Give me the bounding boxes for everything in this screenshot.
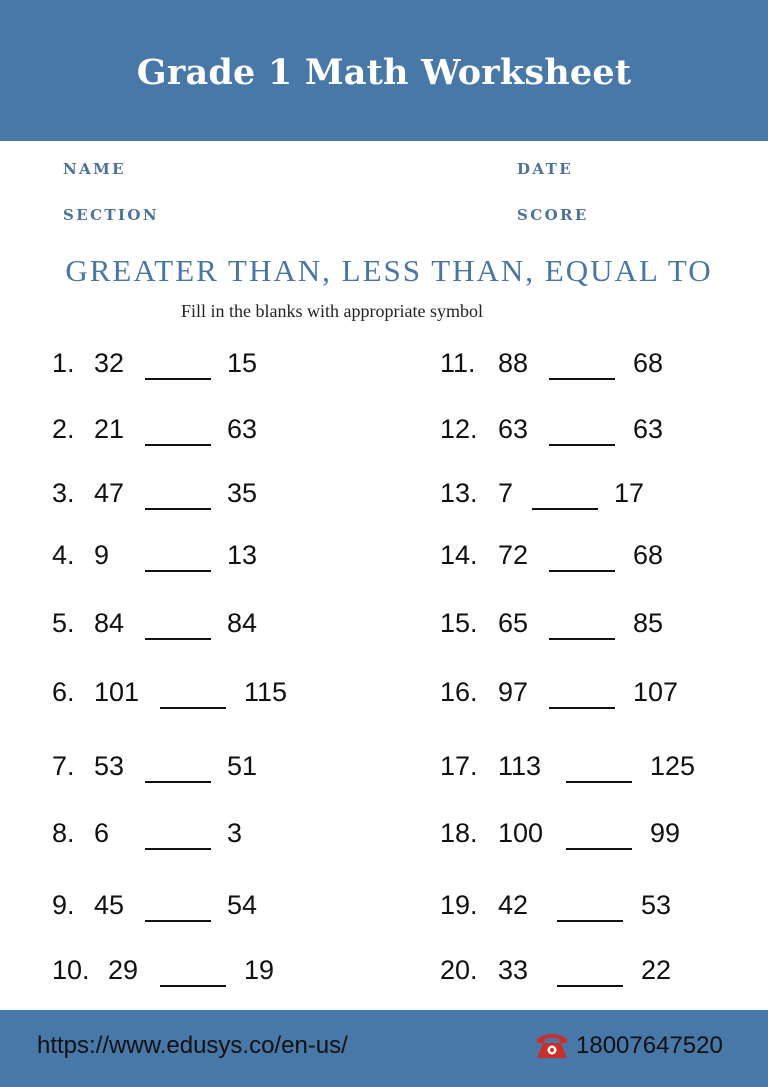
right-operand: 15 [227, 348, 258, 378]
problem-number: 10. [52, 955, 90, 985]
left-operand: 88 [498, 348, 529, 378]
right-operand: 125 [650, 751, 696, 781]
right-operand: 115 [244, 677, 288, 707]
left-operand: 45 [94, 890, 125, 920]
problem-17 [440, 751, 696, 785]
problem-number: 1. [52, 348, 75, 378]
score-field-label: SCORE [517, 206, 589, 224]
date-field-label: DATE [517, 160, 574, 178]
phone-number: 18007647520 [576, 1032, 723, 1059]
right-operand: 85 [633, 608, 664, 638]
problem-8 [52, 818, 302, 852]
problem-number: 17. [440, 751, 478, 781]
problem-number: 19. [440, 890, 478, 920]
problem-number: 9. [52, 890, 75, 920]
answer-blank[interactable] [145, 570, 211, 572]
answer-blank[interactable] [549, 444, 615, 446]
answer-blank[interactable] [549, 638, 615, 640]
problem-5 [52, 608, 302, 642]
problem-10 [52, 955, 302, 989]
problem-13 [440, 478, 690, 512]
right-operand: 99 [650, 818, 681, 848]
left-operand: 29 [108, 955, 139, 985]
problem-11 [440, 348, 690, 382]
problem-9 [52, 890, 302, 924]
header-banner [0, 0, 768, 141]
left-operand: 47 [94, 478, 125, 508]
answer-blank[interactable] [145, 920, 211, 922]
left-operand: 21 [94, 414, 125, 444]
problem-7 [52, 751, 302, 785]
left-operand: 42 [498, 890, 529, 920]
left-operand: 65 [498, 608, 529, 638]
left-operand: 7 [498, 478, 514, 508]
answer-blank[interactable] [145, 638, 211, 640]
left-operand: 33 [498, 955, 529, 985]
section-field-label: SECTION [63, 206, 159, 224]
answer-blank[interactable] [557, 920, 623, 922]
section-heading: GREATER THAN, LESS THAN, EQUAL TO [65, 253, 713, 288]
left-operand: 72 [498, 540, 529, 570]
problem-4 [52, 540, 302, 574]
right-operand: 63 [633, 414, 664, 444]
answer-blank[interactable] [549, 570, 615, 572]
answer-blank[interactable] [145, 378, 211, 380]
right-operand: 54 [227, 890, 258, 920]
right-operand: 13 [227, 540, 258, 570]
left-operand: 101 [94, 677, 140, 707]
answer-blank[interactable] [566, 848, 632, 850]
website-link[interactable]: https://www.edusys.co/en-us/ [37, 1032, 348, 1059]
right-operand: 17 [614, 478, 645, 508]
answer-blank[interactable] [557, 985, 623, 987]
left-operand: 113 [498, 751, 542, 781]
right-operand: 84 [227, 608, 258, 638]
answer-blank[interactable] [145, 508, 211, 510]
answer-blank[interactable] [532, 508, 598, 510]
problem-1 [52, 348, 302, 382]
answer-blank[interactable] [566, 781, 632, 783]
answer-blank[interactable] [549, 378, 615, 380]
problem-number: 15. [440, 608, 478, 638]
left-operand: 63 [498, 414, 529, 444]
right-operand: 68 [633, 348, 664, 378]
problem-number: 3. [52, 478, 75, 508]
answer-blank[interactable] [160, 985, 226, 987]
right-operand: 35 [227, 478, 258, 508]
left-operand: 6 [94, 818, 110, 848]
problem-number: 7. [52, 751, 75, 781]
instruction-text: Fill in the blanks with appropriate symbol [181, 301, 483, 321]
problem-3 [52, 478, 302, 512]
name-field-label: NAME [63, 160, 126, 178]
problem-number: 2. [52, 414, 75, 444]
problem-number: 12. [440, 414, 478, 444]
left-operand: 97 [498, 677, 529, 707]
right-operand: 51 [227, 751, 258, 781]
footer-banner [0, 1010, 768, 1087]
right-operand: 63 [227, 414, 258, 444]
answer-blank[interactable] [145, 444, 211, 446]
problem-14 [440, 540, 690, 574]
right-operand: 22 [641, 955, 672, 985]
problem-number: 14. [440, 540, 478, 570]
problem-20 [440, 955, 690, 989]
answer-blank[interactable] [145, 781, 211, 783]
left-operand: 9 [94, 540, 110, 570]
problem-15 [440, 608, 690, 642]
right-operand: 3 [227, 818, 243, 848]
problem-number: 6. [52, 677, 75, 707]
problem-number: 18. [440, 818, 478, 848]
problem-6 [52, 677, 302, 711]
telephone-icon [534, 1030, 570, 1060]
answer-blank[interactable] [160, 707, 226, 709]
problem-19 [440, 890, 690, 924]
left-operand: 53 [94, 751, 125, 781]
answer-blank[interactable] [145, 848, 211, 850]
problem-number: 20. [440, 955, 478, 985]
problem-2 [52, 414, 302, 448]
page-title: Grade 1 Math Worksheet [136, 52, 632, 93]
right-operand: 68 [633, 540, 664, 570]
right-operand: 53 [641, 890, 672, 920]
problem-16 [440, 677, 690, 711]
problem-number: 13. [440, 478, 478, 508]
problem-number: 8. [52, 818, 75, 848]
problem-number: 11. [440, 348, 476, 378]
right-operand: 107 [633, 677, 679, 707]
problem-number: 5. [52, 608, 75, 638]
problem-18 [440, 818, 690, 852]
problem-12 [440, 414, 690, 448]
answer-blank[interactable] [549, 707, 615, 709]
left-operand: 100 [498, 818, 544, 848]
problem-number: 16. [440, 677, 478, 707]
left-operand: 32 [94, 348, 125, 378]
problem-number: 4. [52, 540, 75, 570]
right-operand: 19 [244, 955, 275, 985]
left-operand: 84 [94, 608, 125, 638]
